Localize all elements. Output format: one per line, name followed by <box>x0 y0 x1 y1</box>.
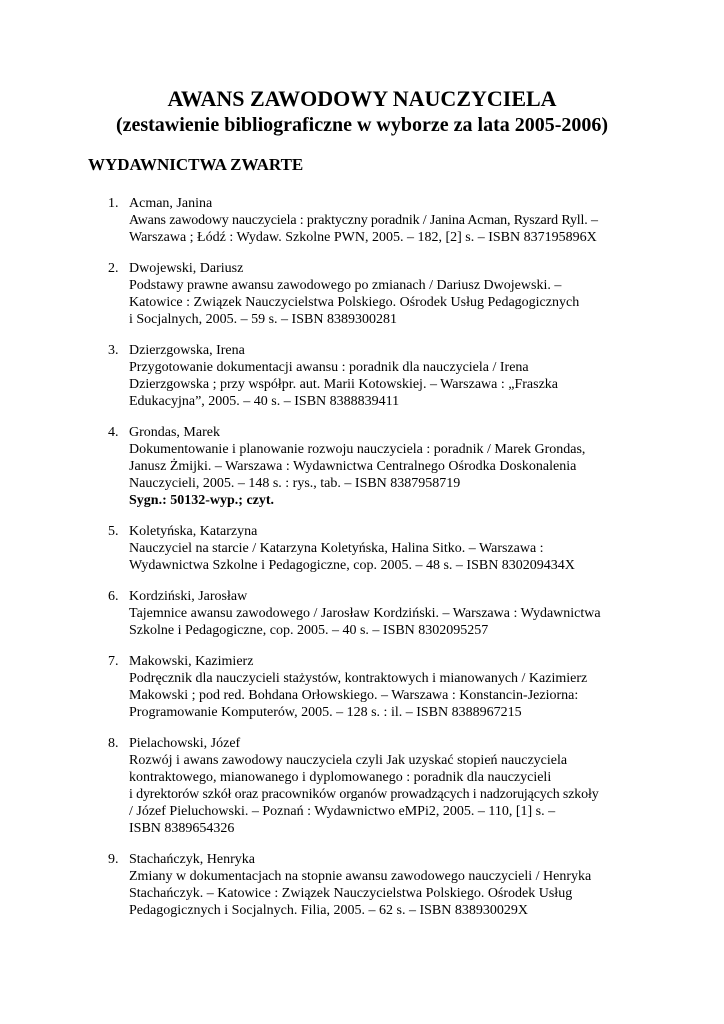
entry-number: 2. <box>108 261 119 276</box>
entry-description-line: Nauczycieli, 2005. – 148 s. : rys., tab. – ISBN 8387958719 <box>129 476 461 491</box>
entry-body <box>129 523 649 574</box>
bibliography-entry <box>0 342 724 410</box>
entry-description-line: Pedagogicznych i Socjalnych. Filia, 2005. – 62 s. – ISBN 838930029X <box>129 903 528 918</box>
entry-author: Pielachowski, Józef <box>129 736 241 751</box>
entry-body <box>129 342 649 410</box>
entry-number: 6. <box>108 589 119 604</box>
entry-description-line: i dyrektorów szkół oraz pracowników organów prowadzących i nadzorujących szkoły <box>129 787 599 802</box>
entry-description-line: Katowice : Związek Nauczycielstwa Polskiego. Ośrodek Usług Pedagogicznych <box>129 295 580 310</box>
entry-description-line: Zmiany w dokumentacjach na stopnie awansu zawodowego nauczycieli / Henryka <box>129 869 592 884</box>
entry-number: 4. <box>108 425 119 440</box>
entry-number: 1. <box>108 196 119 211</box>
bibliography-entry <box>0 260 724 328</box>
document-subtitle: (zestawienie bibliograficzne w wyborze za lata 2005-2006) <box>115 114 609 136</box>
entry-description-line: Awans zawodowy nauczyciela : praktyczny poradnik / Janina Acman, Ryszard Ryll. – <box>129 213 598 228</box>
entry-description-line: Dokumentowanie i planowanie rozwoju nauczyciela : poradnik / Marek Grondas, <box>129 442 586 457</box>
bibliography-entry <box>0 424 724 509</box>
entry-author: Koletyńska, Katarzyna <box>129 524 258 539</box>
entry-description-line: kontraktowego, mianowanego i dyplomowanego : poradnik dla nauczycieli <box>129 770 552 785</box>
entry-author: Dzierzgowska, Irena <box>129 343 245 358</box>
bibliography-entry <box>0 653 724 721</box>
entry-description-line: Przygotowanie dokumentacji awansu : poradnik dla nauczyciela / Irena <box>129 360 529 375</box>
entry-description-line: Podręcznik dla nauczycieli stażystów, kontraktowych i mianowanych / Kazimierz <box>129 671 588 686</box>
entry-description-line: Warszawa ; Łódź : Wydaw. Szkolne PWN, 2005. – 182, [2] s. – ISBN 837195896X <box>129 230 597 245</box>
bibliography-entry <box>0 588 724 639</box>
entry-description-line: Rozwój i awans zawodowy nauczyciela czyli Jak uzyskać stopień nauczyciela <box>129 753 568 768</box>
bibliography-entry <box>0 735 724 837</box>
entry-description-line: Wydawnictwa Szkolne i Pedagogiczne, cop. 2005. – 48 s. – ISBN 830209434X <box>129 558 575 573</box>
bibliography-entry <box>0 195 724 246</box>
bibliography-entry <box>0 851 724 919</box>
entry-body <box>129 424 649 509</box>
entry-description-line: Makowski ; pod red. Bohdana Orłowskiego. – Warszawa : Konstancin-Jeziorna: <box>129 688 579 703</box>
entry-description-line: Tajemnice awansu zawodowego / Jarosław Kordziński. – Warszawa : Wydawnictwa <box>129 606 601 621</box>
entry-body <box>129 260 649 328</box>
entry-description-line: Podstawy prawne awansu zawodowego po zmianach / Dariusz Dwojewski. – <box>129 278 562 293</box>
entry-description-line: i Socjalnych, 2005. – 59 s. – ISBN 8389300281 <box>129 312 397 327</box>
entry-body <box>129 851 649 919</box>
entry-number: 5. <box>108 524 119 539</box>
entry-number: 3. <box>108 343 119 358</box>
entry-description-line: Programowanie Komputerów, 2005. – 128 s. : il. – ISBN 8388967215 <box>129 705 522 720</box>
entry-description-line: Nauczyciel na starcie / Katarzyna Koletyńska, Halina Sitko. – Warszawa : <box>129 541 544 556</box>
section-heading: WYDAWNICTWA ZWARTE <box>88 155 304 174</box>
entry-author: Kordziński, Jarosław <box>129 589 248 604</box>
entry-description-line: Dzierzgowska ; przy współpr. aut. Marii Kotowskiej. – Warszawa : „Fraszka <box>129 377 558 392</box>
entry-description-line: / Józef Pieluchowski. – Poznań : Wydawnictwo eMPi2, 2005. – 110, [1] s. – <box>129 804 556 819</box>
entry-author: Stachańczyk, Henryka <box>129 852 255 867</box>
bibliography-entry <box>0 523 724 574</box>
entry-description-line: Stachańczyk. – Katowice : Związek Nauczycielstwa Polskiego. Ośrodek Usług <box>129 886 573 901</box>
entry-number: 9. <box>108 852 119 867</box>
bibliography-list <box>0 195 724 933</box>
entry-author: Makowski, Kazimierz <box>129 654 254 669</box>
entry-description-line: ISBN 8389654326 <box>129 821 235 836</box>
entry-body <box>129 735 649 837</box>
entry-author: Dwojewski, Dariusz <box>129 261 244 276</box>
document-title: AWANS ZAWODOWY NAUCZYCIELA <box>167 86 557 111</box>
entry-body <box>129 195 649 246</box>
entry-description-line: Szkolne i Pedagogiczne, cop. 2005. – 40 s. – ISBN 8302095257 <box>129 623 489 638</box>
entry-call-number: Sygn.: 50132-wyp.; czyt. <box>129 493 275 508</box>
entry-description-line: Edukacyjna”, 2005. – 40 s. – ISBN 8388839411 <box>129 394 400 409</box>
entry-body <box>129 653 649 721</box>
entry-author: Grondas, Marek <box>129 425 220 440</box>
entry-author: Acman, Janina <box>129 196 213 211</box>
entry-description-line: Janusz Żmijki. – Warszawa : Wydawnictwa Centralnego Ośrodka Doskonalenia <box>129 459 577 474</box>
entry-number: 7. <box>108 654 119 669</box>
entry-number: 8. <box>108 736 119 751</box>
entry-body <box>129 588 649 639</box>
